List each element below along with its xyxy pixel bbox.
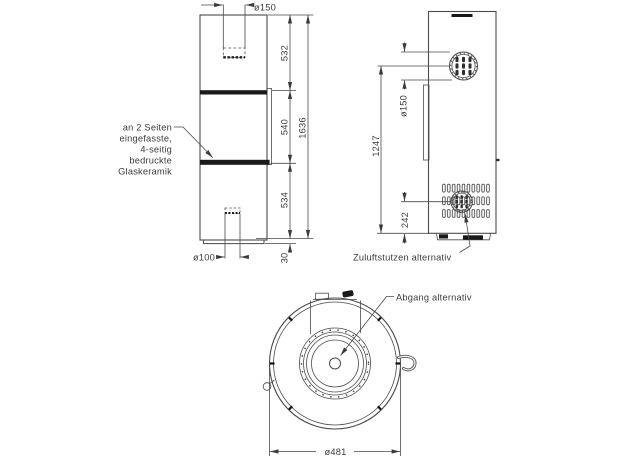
flue-outlet-label: Abgang alternativ [396,292,472,303]
dim-label-lower-section: 534 [279,191,290,209]
dim-label-upper-section: 532 [279,44,290,62]
dim-glass-height [280,91,291,164]
dim-label-glass-height: 540 [279,118,290,136]
rear-base [437,234,491,240]
dim-label-air-inlet-diameter: ø100 [193,252,215,263]
glass-note-line-3: 4-seitig [140,144,172,155]
dim-label-total-height: 1636 [297,117,308,139]
glass-note-line-5: Glaskeramik [118,166,172,177]
glass-side-frame [267,89,272,165]
glass-band-top [200,90,267,94]
dim-label-flue-center-height: 1247 [371,135,381,157]
top-knob [342,290,354,298]
glass-note-line-1: an 2 Seiten [122,122,172,133]
front-body [200,15,267,240]
dim-label-flue-diameter-rear: ø150 [398,95,409,117]
glass-note-line-4: bedruckte [129,155,172,166]
glass-note-line-2: eingefasste, [119,133,172,144]
glass-band-bottom [200,160,270,165]
front-view [118,3,313,264]
dim-plinth-height [280,244,291,263]
dim-label-plinth-height: 30 [279,252,290,264]
dim-label-flue-diameter-top: ø150 [254,2,276,13]
rear-top-slot [452,14,473,17]
dim-upper-section [280,15,291,91]
door-hinge-pin [496,159,500,161]
rear-view [353,12,500,263]
dim-label-outer-diameter: ø481 [324,447,347,457]
dim-label-air-inlet-height: 242 [400,211,410,229]
dim-lower-section [280,163,291,238]
glass-note [118,123,213,177]
dim-total-height [298,15,309,239]
top-view [263,290,472,457]
air-inlet-label: Zuluftstutzen alternativ [353,252,452,263]
